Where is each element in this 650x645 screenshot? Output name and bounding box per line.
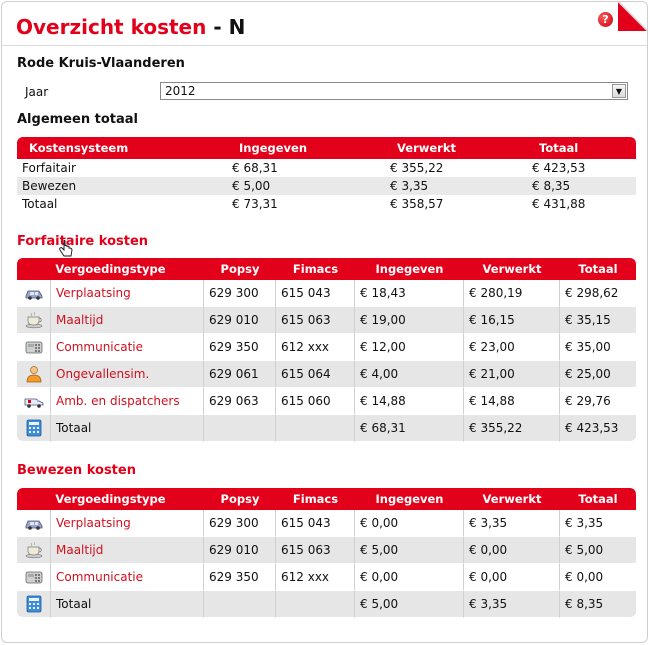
cell-type	[51, 361, 204, 388]
cell-ingegeven: € 4,00	[355, 361, 464, 388]
cell-verwerkt: € 355,22	[464, 415, 560, 442]
cell-totaal: € 29,76	[560, 388, 636, 415]
col-header: Kostensysteem	[17, 137, 227, 159]
cell-totaal: € 431,88	[532, 197, 586, 211]
cell-totaal: € 35,00	[560, 334, 636, 361]
algemeen-heading: Algemeen totaal	[17, 112, 138, 127]
cell-fimacs	[276, 591, 355, 618]
col-header: Popsy	[204, 258, 276, 280]
table-row	[17, 159, 636, 177]
cell-popsy: 629 350	[204, 564, 276, 591]
year-label: Jaar	[25, 85, 49, 99]
cell-verwerkt: € 355,22	[390, 161, 444, 175]
cell-system: Bewezen	[17, 177, 227, 195]
table-row	[17, 537, 636, 564]
cell-ingegeven: € 14,88	[355, 388, 464, 415]
cost-type-link[interactable]: Verplaatsing	[56, 286, 131, 300]
cell-total-label: Totaal	[51, 415, 204, 442]
cell-totaal: € 25,00	[560, 361, 636, 388]
cell-verwerkt: € 21,00	[464, 361, 560, 388]
page-corner-fold	[618, 1, 648, 31]
cell-totaal: € 35,15	[560, 307, 636, 334]
cost-type-link[interactable]: Maaltijd	[56, 543, 104, 557]
table-row	[17, 195, 636, 213]
cell-type	[51, 510, 204, 537]
col-header: Verwerkt	[464, 258, 560, 280]
col-header: Ingegeven	[227, 137, 385, 159]
cell-totaal: € 8,35	[527, 177, 636, 195]
chevron-down-icon[interactable]: ▼	[612, 84, 626, 98]
cell-ingegeven: € 0,00	[355, 564, 464, 591]
col-header: Totaal	[560, 258, 636, 280]
cell-popsy: 629 010	[204, 307, 276, 334]
cell-verwerkt: € 358,57	[390, 197, 444, 211]
cell-verwerkt: € 0,00	[464, 564, 560, 591]
cell-verwerkt: € 3,35	[464, 510, 560, 537]
cell-fimacs: 612 xxx	[276, 564, 355, 591]
phone-icon	[17, 334, 51, 361]
col-header: Verwerkt	[385, 137, 527, 159]
page-title	[16, 15, 245, 43]
car-icon	[17, 280, 51, 307]
cell-totaal: € 3,35	[560, 510, 636, 537]
cell-fimacs: 615 043	[276, 510, 355, 537]
year-select-value: 2012	[165, 84, 196, 98]
cell-popsy: 629 063	[204, 388, 276, 415]
cell-verwerkt: € 23,00	[464, 334, 560, 361]
cup-icon	[17, 537, 51, 564]
table-row	[17, 334, 636, 361]
cell-verwerkt: € 280,19	[464, 280, 560, 307]
cost-type-link[interactable]: Amb. en dispatchers	[56, 394, 180, 408]
forfaitaire-table	[17, 258, 636, 442]
cost-type-link[interactable]: Ongevallensim.	[56, 367, 150, 381]
cell-fimacs: 615 043	[276, 280, 355, 307]
col-header: Fimacs	[276, 258, 355, 280]
cell-type	[51, 307, 204, 334]
table-row	[17, 388, 636, 415]
cell-popsy: 629 300	[204, 510, 276, 537]
col-header: Verwerkt	[464, 488, 560, 510]
cell-system: Totaal	[22, 197, 58, 211]
cell-totaal: € 5,00	[560, 537, 636, 564]
cell-totaal: € 8,35	[560, 591, 636, 618]
cell-verwerkt: € 3,35	[464, 591, 560, 618]
year-select[interactable]	[160, 82, 628, 100]
cell-totaal: € 298,62	[560, 280, 636, 307]
cell-fimacs: 612 xxx	[276, 334, 355, 361]
cell-popsy: 629 300	[204, 280, 276, 307]
cell-popsy: 629 010	[204, 537, 276, 564]
cell-verwerkt: € 14,88	[464, 388, 560, 415]
cell-popsy: 629 061	[204, 361, 276, 388]
calculator-icon	[17, 591, 51, 618]
page-title-suffix: - N	[213, 15, 246, 39]
cell-ingegeven: € 0,00	[355, 510, 464, 537]
cell-totaal: € 423,53	[560, 415, 636, 442]
hand-pointer-icon	[59, 240, 75, 260]
forfaitaire-heading: Forfaitaire kosten	[17, 234, 149, 249]
phone-icon	[17, 564, 51, 591]
cell-ingegeven: € 19,00	[355, 307, 464, 334]
cell-verwerkt: € 16,15	[464, 307, 560, 334]
cell-ingegeven: € 18,43	[355, 280, 464, 307]
cell-popsy: 629 350	[204, 334, 276, 361]
cell-ingegeven: € 68,31	[232, 161, 278, 175]
organisation-name: Rode Kruis-Vlaanderen	[17, 56, 185, 71]
cell-type	[51, 334, 204, 361]
car-icon	[17, 510, 51, 537]
table-row	[17, 510, 636, 537]
total-row	[17, 591, 636, 618]
bewezen-heading: Bewezen kosten	[17, 463, 136, 478]
cell-fimacs: 615 063	[276, 537, 355, 564]
cost-type-link[interactable]: Verplaatsing	[56, 516, 131, 530]
col-header: Totaal	[560, 488, 636, 510]
algemeen-table	[17, 137, 636, 213]
calculator-icon	[17, 415, 51, 442]
cell-ingegeven: € 5,00	[227, 177, 385, 195]
col-header: Ingegeven	[355, 258, 464, 280]
col-header: Vergoedingstype	[17, 488, 204, 510]
cup-icon	[17, 307, 51, 334]
table-row	[17, 564, 636, 591]
cost-overview-panel	[1, 1, 648, 643]
bewezen-table	[17, 488, 636, 618]
cell-popsy	[204, 415, 276, 442]
cost-type-link[interactable]: Communicatie	[56, 340, 144, 354]
page-title-main: Overzicht kosten	[16, 15, 207, 39]
table-row	[17, 177, 636, 195]
cell-ingegeven: € 12,00	[355, 334, 464, 361]
col-header: Vergoedingstype	[17, 258, 204, 280]
cell-ingegeven: € 68,31	[355, 415, 464, 442]
title-divider	[2, 45, 647, 46]
cell-popsy	[204, 591, 276, 618]
cell-ingegeven: € 73,31	[232, 197, 278, 211]
cell-total-label: Totaal	[51, 591, 204, 618]
cell-fimacs: 615 063	[276, 307, 355, 334]
cost-type-link[interactable]: Communicatie	[56, 570, 144, 584]
person-icon	[17, 361, 51, 388]
help-icon[interactable]: ?	[598, 12, 613, 27]
col-header: Popsy	[204, 488, 276, 510]
cell-verwerkt: € 0,00	[464, 537, 560, 564]
cell-system: Forfaitair	[22, 161, 76, 175]
ambulance-icon	[17, 388, 51, 415]
cell-type	[51, 280, 204, 307]
cell-verwerkt: € 3,35	[385, 177, 527, 195]
col-header: Totaal	[527, 137, 636, 159]
col-header: Fimacs	[276, 488, 355, 510]
cell-ingegeven: € 5,00	[355, 537, 464, 564]
cell-fimacs	[276, 415, 355, 442]
total-row	[17, 415, 636, 442]
cell-type	[51, 388, 204, 415]
table-row	[17, 361, 636, 388]
col-header: Ingegeven	[355, 488, 464, 510]
cell-fimacs: 615 064	[276, 361, 355, 388]
cell-type	[51, 564, 204, 591]
cell-totaal: € 423,53	[532, 161, 586, 175]
table-row	[17, 280, 636, 307]
cost-type-link[interactable]: Maaltijd	[56, 313, 104, 327]
cell-ingegeven: € 5,00	[355, 591, 464, 618]
cell-type	[51, 537, 204, 564]
cell-totaal: € 0,00	[560, 564, 636, 591]
table-row	[17, 307, 636, 334]
cell-fimacs: 615 060	[276, 388, 355, 415]
